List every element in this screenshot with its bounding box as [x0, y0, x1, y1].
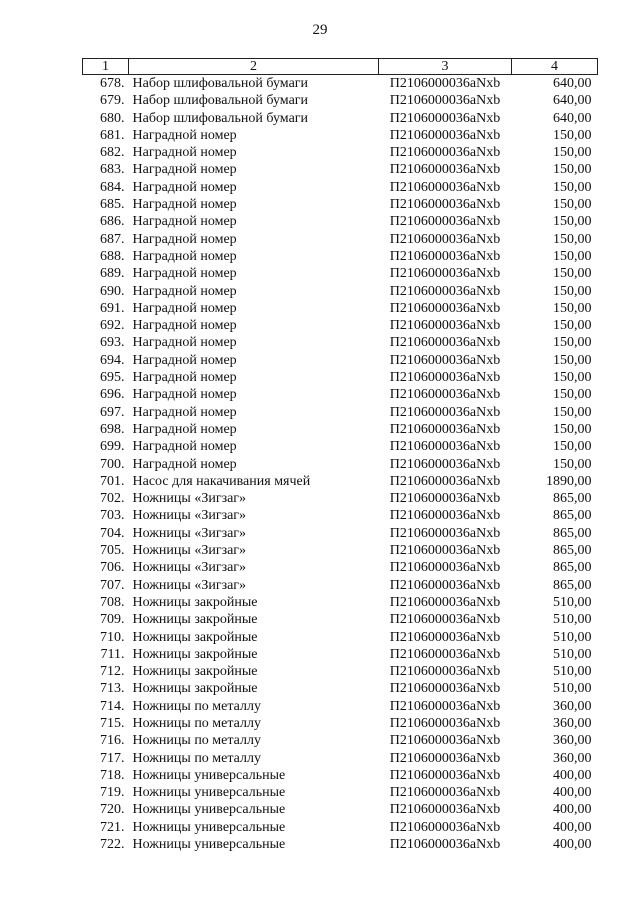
row-number: 711.: [100, 646, 125, 662]
table-row: [83, 629, 598, 646]
item-code: П2106000036aNxb: [389, 612, 501, 628]
row-number: 709.: [100, 612, 125, 628]
item-name: Наградной номер: [132, 283, 237, 299]
table-row: [83, 456, 598, 473]
table-row: [83, 369, 598, 386]
column-header-4: 4: [512, 59, 598, 75]
item-name: Ножницы «Зигзаг»: [132, 525, 247, 541]
row-number: 710.: [100, 629, 125, 645]
row-number: 680.: [100, 110, 125, 126]
row-number: 692.: [100, 318, 125, 334]
item-price: 640,00: [553, 110, 592, 126]
item-price: 150,00: [553, 179, 592, 195]
item-price: 150,00: [553, 283, 592, 299]
item-name: Наградной номер: [132, 179, 237, 195]
table-row: [83, 213, 598, 230]
item-price: 865,00: [553, 560, 592, 576]
table-row: [83, 317, 598, 334]
item-name: Набор шлифовальной бумаги: [132, 93, 309, 109]
item-name: Ножницы закройные: [132, 594, 258, 610]
table-row: [83, 248, 598, 265]
item-code: П2106000036aNxb: [389, 508, 501, 524]
item-name: Ножницы по металлу: [132, 733, 261, 749]
table-row: [83, 127, 598, 144]
row-number: 718.: [100, 767, 125, 783]
row-number: 714.: [100, 698, 125, 714]
column-header-3: 3: [379, 59, 512, 75]
item-price: 400,00: [553, 785, 592, 801]
table-row: [83, 144, 598, 161]
item-code: П2106000036aNxb: [389, 491, 501, 507]
page-number: 29: [312, 22, 328, 38]
row-number: 686.: [100, 214, 125, 230]
item-name: Ножницы «Зигзаг»: [132, 491, 247, 507]
table-row: [83, 801, 598, 818]
item-price: 360,00: [553, 733, 592, 749]
item-price: 510,00: [553, 646, 592, 662]
row-number: 713.: [100, 681, 125, 697]
item-code: П2106000036aNxb: [389, 110, 501, 126]
item-price: 510,00: [553, 612, 592, 628]
row-number: 706.: [100, 560, 125, 576]
row-number: 689.: [100, 266, 125, 282]
table-row: [83, 594, 598, 611]
row-number: 707.: [100, 577, 125, 593]
item-price: 150,00: [553, 300, 592, 316]
item-code: П2106000036aNxb: [389, 387, 501, 403]
item-price: 865,00: [553, 577, 592, 593]
item-name: Ножницы «Зигзаг»: [132, 560, 247, 576]
row-number: 698.: [100, 421, 125, 437]
item-name: Ножницы закройные: [132, 664, 258, 680]
item-price: 150,00: [553, 352, 592, 368]
row-number: 679.: [100, 93, 125, 109]
table-row: [83, 161, 598, 178]
item-name: Наградной номер: [132, 197, 237, 213]
table-row: [83, 404, 598, 421]
row-number: 701.: [100, 473, 125, 489]
table-row: [83, 179, 598, 196]
item-name: Ножницы универсальные: [132, 837, 286, 853]
table-row: [83, 438, 598, 455]
item-name: Наградной номер: [132, 145, 237, 161]
item-price: 400,00: [553, 819, 592, 835]
item-code: П2106000036aNxb: [389, 145, 501, 161]
item-code: П2106000036aNxb: [389, 767, 501, 783]
item-price: 150,00: [553, 456, 592, 472]
item-code: П2106000036aNxb: [389, 837, 501, 853]
item-price: 150,00: [553, 127, 592, 143]
item-name: Ножницы универсальные: [132, 767, 286, 783]
row-number: 693.: [100, 335, 125, 351]
row-number: 699.: [100, 439, 125, 455]
item-code: П2106000036aNxb: [389, 352, 501, 368]
row-number: 683.: [100, 162, 125, 178]
item-name: Набор шлифовальной бумаги: [132, 110, 309, 126]
item-name: Наградной номер: [132, 248, 237, 264]
table-row: [83, 92, 598, 109]
item-code: П2106000036aNxb: [389, 646, 501, 662]
row-number: 719.: [100, 785, 125, 801]
row-number: 681.: [100, 127, 125, 143]
item-price: 150,00: [553, 197, 592, 213]
row-number: 697.: [100, 404, 125, 420]
item-code: П2106000036aNxb: [389, 335, 501, 351]
item-code: П2106000036aNxb: [389, 750, 501, 766]
item-price: 150,00: [553, 231, 592, 247]
item-name: Наградной номер: [132, 456, 237, 472]
item-price: 640,00: [553, 76, 592, 91]
table-row: [83, 473, 598, 490]
table-row: [83, 646, 598, 663]
item-name: Наградной номер: [132, 439, 237, 455]
item-code: П2106000036aNxb: [389, 715, 501, 731]
item-code: П2106000036aNxb: [389, 300, 501, 316]
row-number: 688.: [100, 248, 125, 264]
item-name: Ножницы универсальные: [132, 819, 286, 835]
table-row: [83, 507, 598, 524]
item-code: П2106000036aNxb: [389, 421, 501, 437]
item-code: П2106000036aNxb: [389, 283, 501, 299]
table-row: [83, 732, 598, 749]
table-row: [83, 110, 598, 127]
item-name: Наградной номер: [132, 214, 237, 230]
item-name: Насос для накачивания мячей: [132, 473, 311, 489]
table-row: [83, 525, 598, 542]
item-name: Ножницы закройные: [132, 646, 258, 662]
item-name: Наградной номер: [132, 335, 237, 351]
item-name: Ножницы закройные: [132, 681, 258, 697]
item-price: 150,00: [553, 335, 592, 351]
item-price: 865,00: [553, 543, 592, 559]
table-row: [83, 611, 598, 628]
table-row: [83, 715, 598, 732]
item-name: Наградной номер: [132, 266, 237, 282]
table-row: [83, 819, 598, 836]
table-row: [83, 767, 598, 784]
table-row: [83, 386, 598, 403]
item-code: П2106000036aNxb: [389, 525, 501, 541]
item-code: П2106000036aNxb: [389, 248, 501, 264]
item-code: П2106000036aNxb: [389, 664, 501, 680]
item-name: Ножницы «Зигзаг»: [132, 543, 247, 559]
item-code: П2106000036aNxb: [389, 456, 501, 472]
row-number: 722.: [100, 837, 125, 853]
table-row: [83, 300, 598, 317]
row-number: 684.: [100, 179, 125, 195]
item-name: Наградной номер: [132, 404, 237, 420]
item-price: 865,00: [553, 508, 592, 524]
item-code: П2106000036aNxb: [389, 577, 501, 593]
item-name: Ножницы по металлу: [132, 750, 261, 766]
item-code: П2106000036aNxb: [389, 370, 501, 386]
item-code: П2106000036aNxb: [389, 76, 501, 91]
item-price: 400,00: [553, 837, 592, 853]
item-price: 150,00: [553, 248, 592, 264]
table-row: [83, 663, 598, 680]
item-price: 510,00: [553, 594, 592, 610]
item-price: 150,00: [553, 318, 592, 334]
row-number: 696.: [100, 387, 125, 403]
item-code: П2106000036aNxb: [389, 162, 501, 178]
row-number: 716.: [100, 733, 125, 749]
item-price: 150,00: [553, 387, 592, 403]
row-number: 708.: [100, 594, 125, 610]
item-name: Ножницы универсальные: [132, 785, 286, 801]
item-price: 510,00: [553, 681, 592, 697]
row-number: 721.: [100, 819, 125, 835]
item-code: П2106000036aNxb: [389, 698, 501, 714]
item-code: П2106000036aNxb: [389, 473, 501, 489]
item-price: 150,00: [553, 162, 592, 178]
item-price: 150,00: [553, 266, 592, 282]
table-row: [83, 196, 598, 213]
item-name: Наградной номер: [132, 387, 237, 403]
row-number: 685.: [100, 197, 125, 213]
row-number: 694.: [100, 352, 125, 368]
table-row: [83, 559, 598, 576]
item-name: Наградной номер: [132, 231, 237, 247]
item-price: 510,00: [553, 664, 592, 680]
table-row: [83, 421, 598, 438]
row-number: 700.: [100, 456, 125, 472]
row-number: 720.: [100, 802, 125, 818]
item-code: П2106000036aNxb: [389, 681, 501, 697]
row-number: 695.: [100, 370, 125, 386]
row-number: 703.: [100, 508, 125, 524]
item-price: 360,00: [553, 750, 592, 766]
item-name: Наградной номер: [132, 127, 237, 143]
item-price: 360,00: [553, 715, 592, 731]
column-header-2: 2: [129, 59, 379, 75]
item-price: 150,00: [553, 404, 592, 420]
item-code: П2106000036aNxb: [389, 802, 501, 818]
table-header-row: [83, 59, 598, 75]
table-row: [83, 231, 598, 248]
item-price: 150,00: [553, 370, 592, 386]
row-number: 717.: [100, 750, 125, 766]
row-number: 678.: [100, 76, 125, 91]
item-code: П2106000036aNxb: [389, 127, 501, 143]
item-code: П2106000036aNxb: [389, 197, 501, 213]
item-price: 360,00: [553, 698, 592, 714]
table-row: [83, 490, 598, 507]
item-price: 400,00: [553, 802, 592, 818]
item-code: П2106000036aNxb: [389, 543, 501, 559]
item-code: П2106000036aNxb: [389, 594, 501, 610]
item-price: 150,00: [553, 421, 592, 437]
item-code: П2106000036aNxb: [389, 179, 501, 195]
row-number: 690.: [100, 283, 125, 299]
item-name: Набор шлифовальной бумаги: [132, 76, 309, 91]
item-code: П2106000036aNxb: [389, 318, 501, 334]
item-name: Наградной номер: [132, 162, 237, 178]
item-name: Ножницы «Зигзаг»: [132, 508, 247, 524]
item-code: П2106000036aNxb: [389, 785, 501, 801]
table-row: [83, 283, 598, 300]
item-code: П2106000036aNxb: [389, 404, 501, 420]
item-code: П2106000036aNxb: [389, 733, 501, 749]
item-name: Наградной номер: [132, 300, 237, 316]
item-name: Ножницы закройные: [132, 629, 258, 645]
item-code: П2106000036aNxb: [389, 560, 501, 576]
item-code: П2106000036aNxb: [389, 819, 501, 835]
item-price: 400,00: [553, 767, 592, 783]
item-price: 510,00: [553, 629, 592, 645]
item-name: Ножницы универсальные: [132, 802, 286, 818]
row-number: 715.: [100, 715, 125, 731]
item-price: 150,00: [553, 214, 592, 230]
item-code: П2106000036aNxb: [389, 266, 501, 282]
row-number: 702.: [100, 491, 125, 507]
item-name: Наградной номер: [132, 421, 237, 437]
table-row: [83, 352, 598, 369]
table-row: [83, 680, 598, 697]
item-price: 1890,00: [546, 473, 592, 489]
table-row: [83, 698, 598, 715]
table-row: [83, 577, 598, 594]
item-name: Наградной номер: [132, 352, 237, 368]
row-number: 705.: [100, 543, 125, 559]
item-name: Наградной номер: [132, 318, 237, 334]
table-row: [83, 265, 598, 282]
item-code: П2106000036aNxb: [389, 214, 501, 230]
item-name: Ножницы «Зигзаг»: [132, 577, 247, 593]
item-code: П2106000036aNxb: [389, 629, 501, 645]
item-price: 865,00: [553, 525, 592, 541]
row-number: 682.: [100, 145, 125, 161]
item-name: Наградной номер: [132, 370, 237, 386]
table-row: [83, 75, 598, 93]
item-price: 865,00: [553, 491, 592, 507]
item-name: Ножницы по металлу: [132, 698, 261, 714]
row-number: 704.: [100, 525, 125, 541]
row-number: 691.: [100, 300, 125, 316]
item-price: 150,00: [553, 439, 592, 455]
table-row: [83, 334, 598, 351]
item-price: 150,00: [553, 145, 592, 161]
table-body: [83, 75, 598, 854]
price-table: [82, 58, 598, 853]
row-number: 712.: [100, 664, 125, 680]
table-row: [83, 784, 598, 801]
column-header-1: 1: [83, 59, 129, 75]
table-row: [83, 542, 598, 559]
item-name: Ножницы закройные: [132, 612, 258, 628]
row-number: 687.: [100, 231, 125, 247]
item-code: П2106000036aNxb: [389, 231, 501, 247]
item-name: Ножницы по металлу: [132, 715, 261, 731]
item-price: 640,00: [553, 93, 592, 109]
item-code: П2106000036aNxb: [389, 93, 501, 109]
table-row: [83, 836, 598, 853]
item-code: П2106000036aNxb: [389, 439, 501, 455]
table-row: [83, 750, 598, 767]
